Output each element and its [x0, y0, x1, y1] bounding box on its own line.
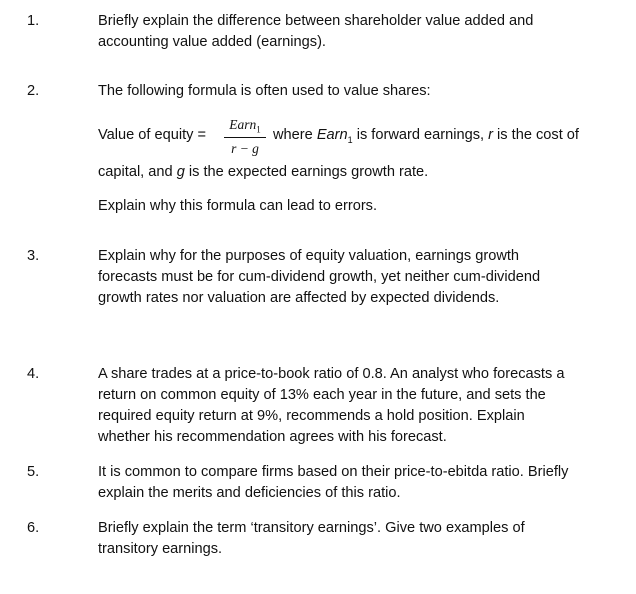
question-text: [98, 162, 618, 183]
question-number: 4.: [27, 366, 40, 382]
fraction-bar: [224, 137, 266, 138]
question-number: 5.: [27, 464, 40, 480]
fraction-denominator: r − g: [231, 141, 259, 156]
text-line: forecasts must be for cum-dividend growth, yet neither cum-dividend: [98, 269, 541, 285]
question-text: [98, 462, 618, 504]
question-text: [98, 11, 618, 53]
formula-prefix: Value of equity =: [98, 127, 207, 143]
text-line: transitory earnings.: [98, 541, 223, 557]
text-line: Briefly explain the difference between shareholder value added and: [98, 13, 534, 29]
fraction: [222, 117, 268, 167]
text-line: explain the merits and deficiencies of this ratio.: [98, 485, 401, 501]
text-line: capital, and g is the expected earnings growth rate.: [98, 164, 429, 180]
text-line: growth rates nor valuation are affected by expected dividends.: [98, 290, 500, 306]
fraction-numerator: Earn$_1$: [229, 117, 261, 135]
text-line: required equity return at 9%, recommends a hold position. Explain: [98, 408, 525, 424]
question-text: [98, 196, 618, 217]
question-number: 3.: [27, 248, 40, 264]
text-line: accounting value added (earnings).: [98, 34, 326, 50]
question-text: [98, 518, 618, 560]
question-intro: [98, 81, 618, 102]
formula-suffix: where Earn$_1$ is forward earnings, r is the cost of: [273, 127, 579, 145]
text-line: A share trades at a price-to-book ratio of 0.8. An analyst who forecasts a: [98, 366, 565, 382]
text-line: Briefly explain the term ‘transitory earnings’. Give two examples of: [98, 520, 525, 536]
question-number: 2.: [27, 83, 40, 99]
question-text: [98, 246, 618, 309]
text-line: Explain why this formula can lead to errors.: [98, 198, 378, 214]
text-line: The following formula is often used to value shares:: [98, 83, 431, 99]
text-line: Explain why for the purposes of equity valuation, earnings growth: [98, 248, 520, 264]
question-number: 6.: [27, 520, 40, 536]
formula-row: [98, 117, 618, 167]
text-line: It is common to compare firms based on their price-to-ebitda ratio. Briefly: [98, 464, 569, 480]
text-line: whether his recommendation agrees with his forecast.: [98, 429, 447, 445]
text-line: return on common equity of 13% each year in the future, and sets the: [98, 387, 546, 403]
question-number: 1.: [27, 13, 40, 29]
question-text: [98, 364, 618, 448]
